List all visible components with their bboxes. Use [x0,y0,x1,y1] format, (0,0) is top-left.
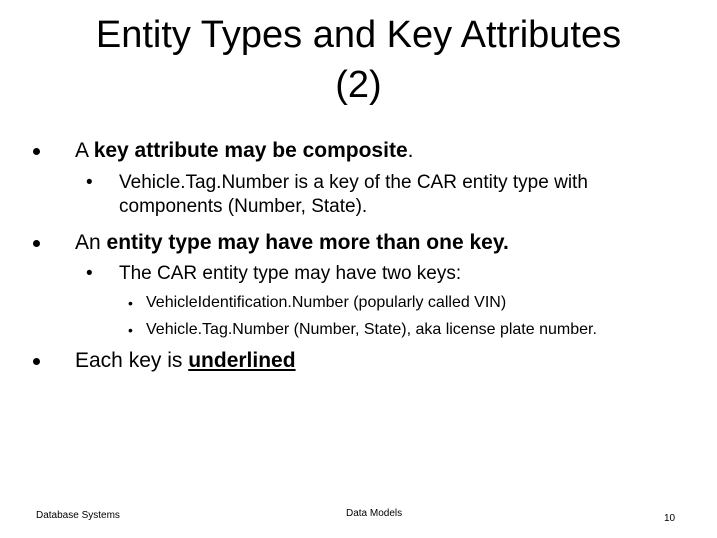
bullet-1-text [75,139,413,163]
bullet-2-prefix: An [75,231,107,254]
bullet-3-underlined: underlined [188,349,296,372]
slide-title [30,10,687,110]
bullet-3-prefix: Each key is [75,349,189,372]
title-line-1: Entity Types and Key Attributes [95,14,622,56]
bullet-1-suffix: . [407,139,414,162]
bullet-dot-icon [33,148,40,155]
bullet-2-text [75,231,509,255]
sub-sub-bullet-icon: • [128,295,133,311]
bullet-1-sub-1-text [119,171,679,219]
bullet-1-sub-1-line-1: Vehicle.Tag.Number is a key of the CAR entity type with [119,172,588,193]
bullet-2-sub-sub-2-text: Vehicle.Tag.Number (Number, State), aka license plate number. [146,321,597,338]
bullet-dot-icon [33,240,40,247]
sub-bullet-icon: • [86,172,93,193]
bullet-1-prefix: A [75,139,94,162]
bullet-2-sub-1-text: The CAR entity type may have two keys: [119,263,462,284]
page-number: 10 [664,513,676,524]
sub-bullet-icon: • [86,263,93,284]
bullet-2-sub-sub-1-text: VehicleIdentification.Number (popularly called VIN) [146,294,507,311]
bullet-3-text [75,349,296,373]
bullet-1-sub-1-line-2: components (Number, State). [119,196,368,217]
bullet-dot-icon [33,358,40,365]
sub-sub-bullet-icon: • [128,322,133,338]
footer-left: Database Systems [36,510,120,521]
title-line-2: (2) [335,64,382,106]
bullet-2-bold: entity type may have more than one key. [106,231,509,254]
bullet-1-bold: key attribute may be composite [93,139,408,162]
footer-center: Data Models [346,508,403,519]
